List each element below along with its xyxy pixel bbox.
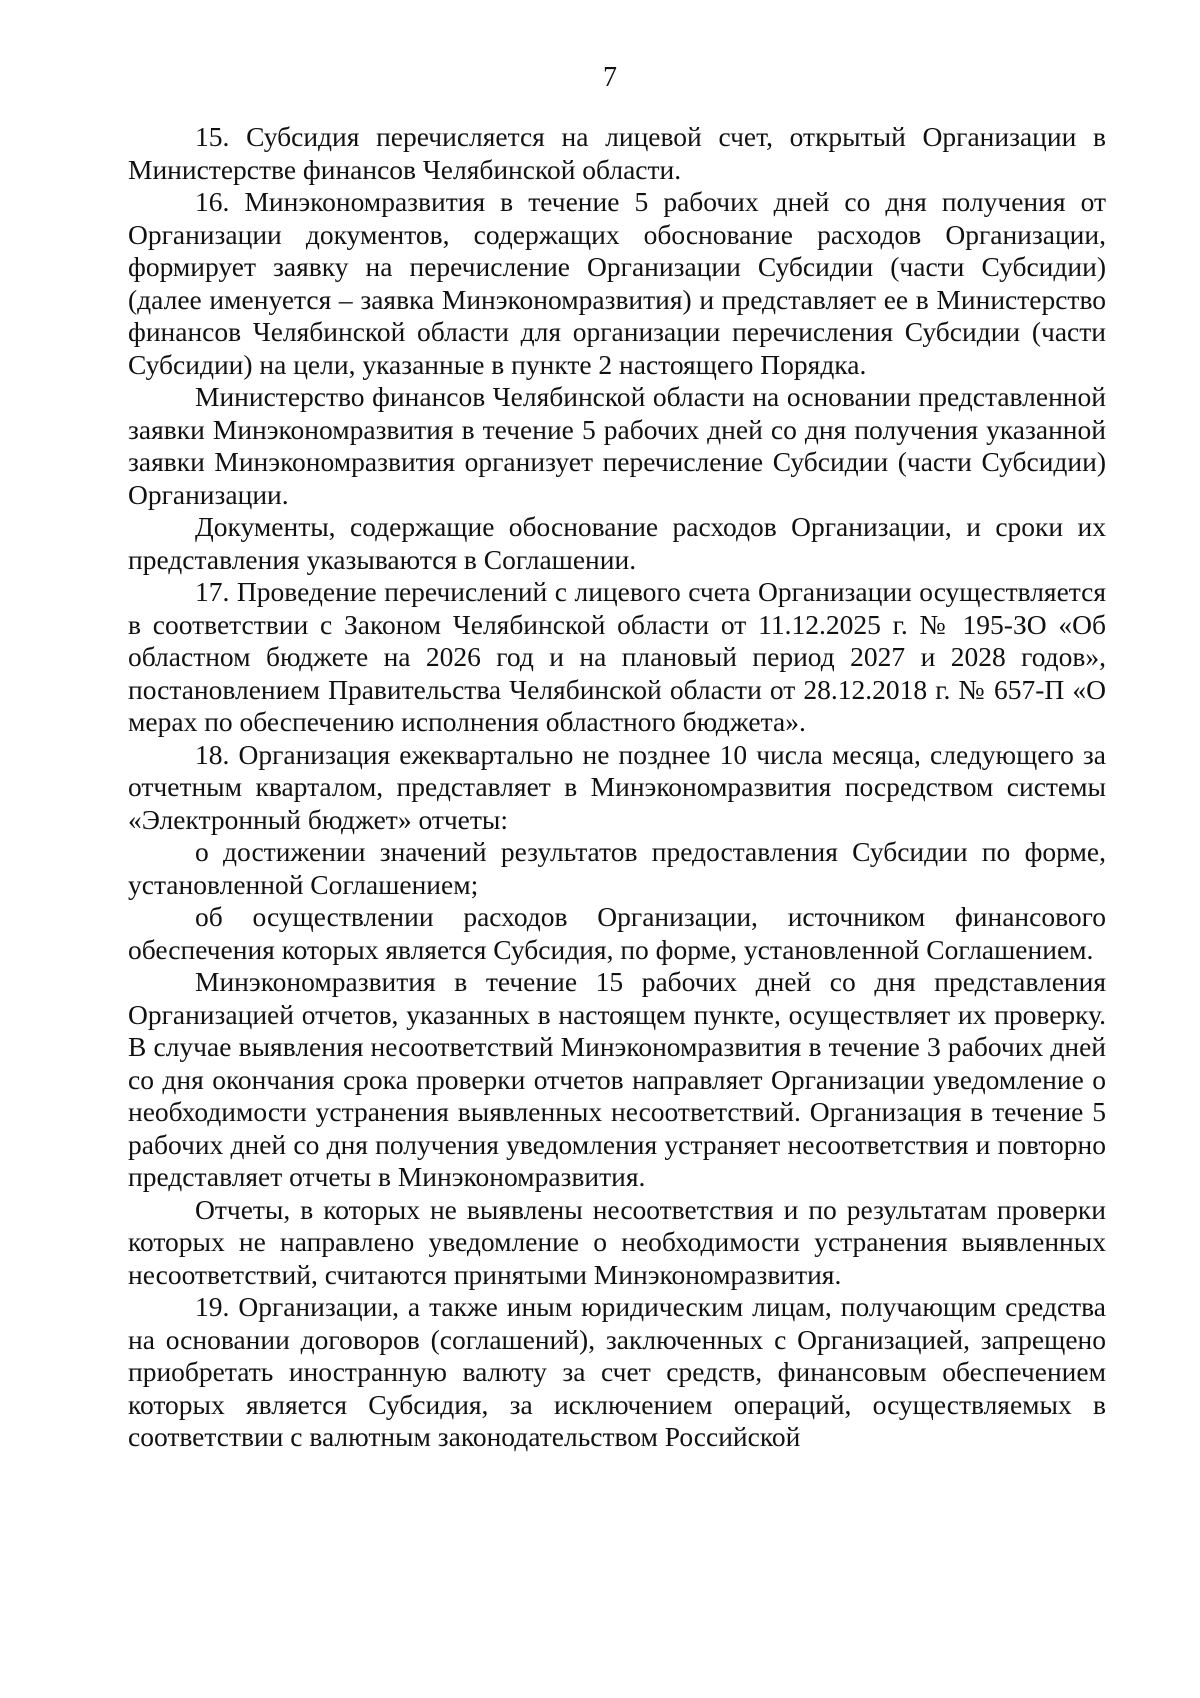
paragraph-18-verification: Минэкономразвития в течение 15 рабочих дней со дня представления Организацией отчетов, указанных в настоящем пункте, осуществляет их проверку. В случае выявления несоответствий Минэкономразвития в течение 3 рабочих дней со дня окончания срока проверки отчетов направляет Организации уведомление о необходимости устранения выявленных несоответствий. Организация в течение 5 рабочих дней со дня получения уведомления устраняет несоответствия и повторно представляет отчеты в Минэкономразвития. [128,966,1106,1192]
paragraph-18-accepted-reports: Отчеты, в которых не выявлены несоответствия и по результатам проверки которых не направлено уведомление о необходимости устранения выявленных несоответствий, считаются принятыми Минэкономразвития. [128,1193,1106,1290]
paragraph-16-documents: Документы, содержащие обоснование расходов Организации, и сроки их представления указываются в Соглашении. [128,511,1106,575]
document-body [128,121,1106,1454]
page-number: 7 [603,62,617,93]
paragraph-15: 15. Субсидия перечисляется на лицевой счет, открытый Организации в Министерстве финансов Челябинской области. [128,121,1106,185]
paragraph-18: 18. Организация ежеквартально не позднее 10 числа месяца, следующего за отчетным кварталом, представляет в Минэкономразвития посредством системы «Электронный бюджет» отчеты: [128,738,1106,835]
paragraph-18-report-results: о достижении значений результатов предоставления Субсидии по форме, установленной Соглашением; [128,836,1106,900]
paragraph-18-report-expenses: об осуществлении расходов Организации, источником финансового обеспечения которых является Субсидия, по форме, установленной Соглашением. [128,901,1106,965]
paragraph-19: 19. Организации, а также иным юридическим лицам, получающим средства на основании договоров (соглашений), заключенных с Организацией, запрещено приобретать иностранную валюту за счет средств, финансовым обеспечением которых является Субсидия, за исключением операций, осуществляемых в соответствии с валютным законодательством Российской [128,1291,1106,1452]
paragraph-17: 17. Проведение перечислений с лицевого счета Организации осуществляется в соответствии с Законом Челябинской области от 11.12.2025 г. № 195-ЗО «Об областном бюджете на 2026 год и на плановый период 2027 и 2028 годов», постановлением Правительства Челябинской области от 28.12.2018 г. № 657-П «О мерах по обеспечению исполнения областного бюджета». [128,576,1106,737]
paragraph-16: 16. Минэкономразвития в течение 5 рабочих дней со дня получения от Организации документов, содержащих обоснование расходов Организации, формирует заявку на перечисление Организации Субсидии (части Субсидии) (далее именуется – заявка Минэкономразвития) и представляет ее в Министерство финансов Челябинской области для организации перечисления Субсидии (части Субсидии) на цели, указанные в пункте 2 настоящего Порядка. [128,186,1106,380]
paragraph-16-ministry-finance: Министерство финансов Челябинской области на основании представленной заявки Минэкономразвития в течение 5 рабочих дней со дня получения указанной заявки Минэкономразвития организует перечисление Субсидии (части Субсидии) Организации. [128,381,1106,510]
